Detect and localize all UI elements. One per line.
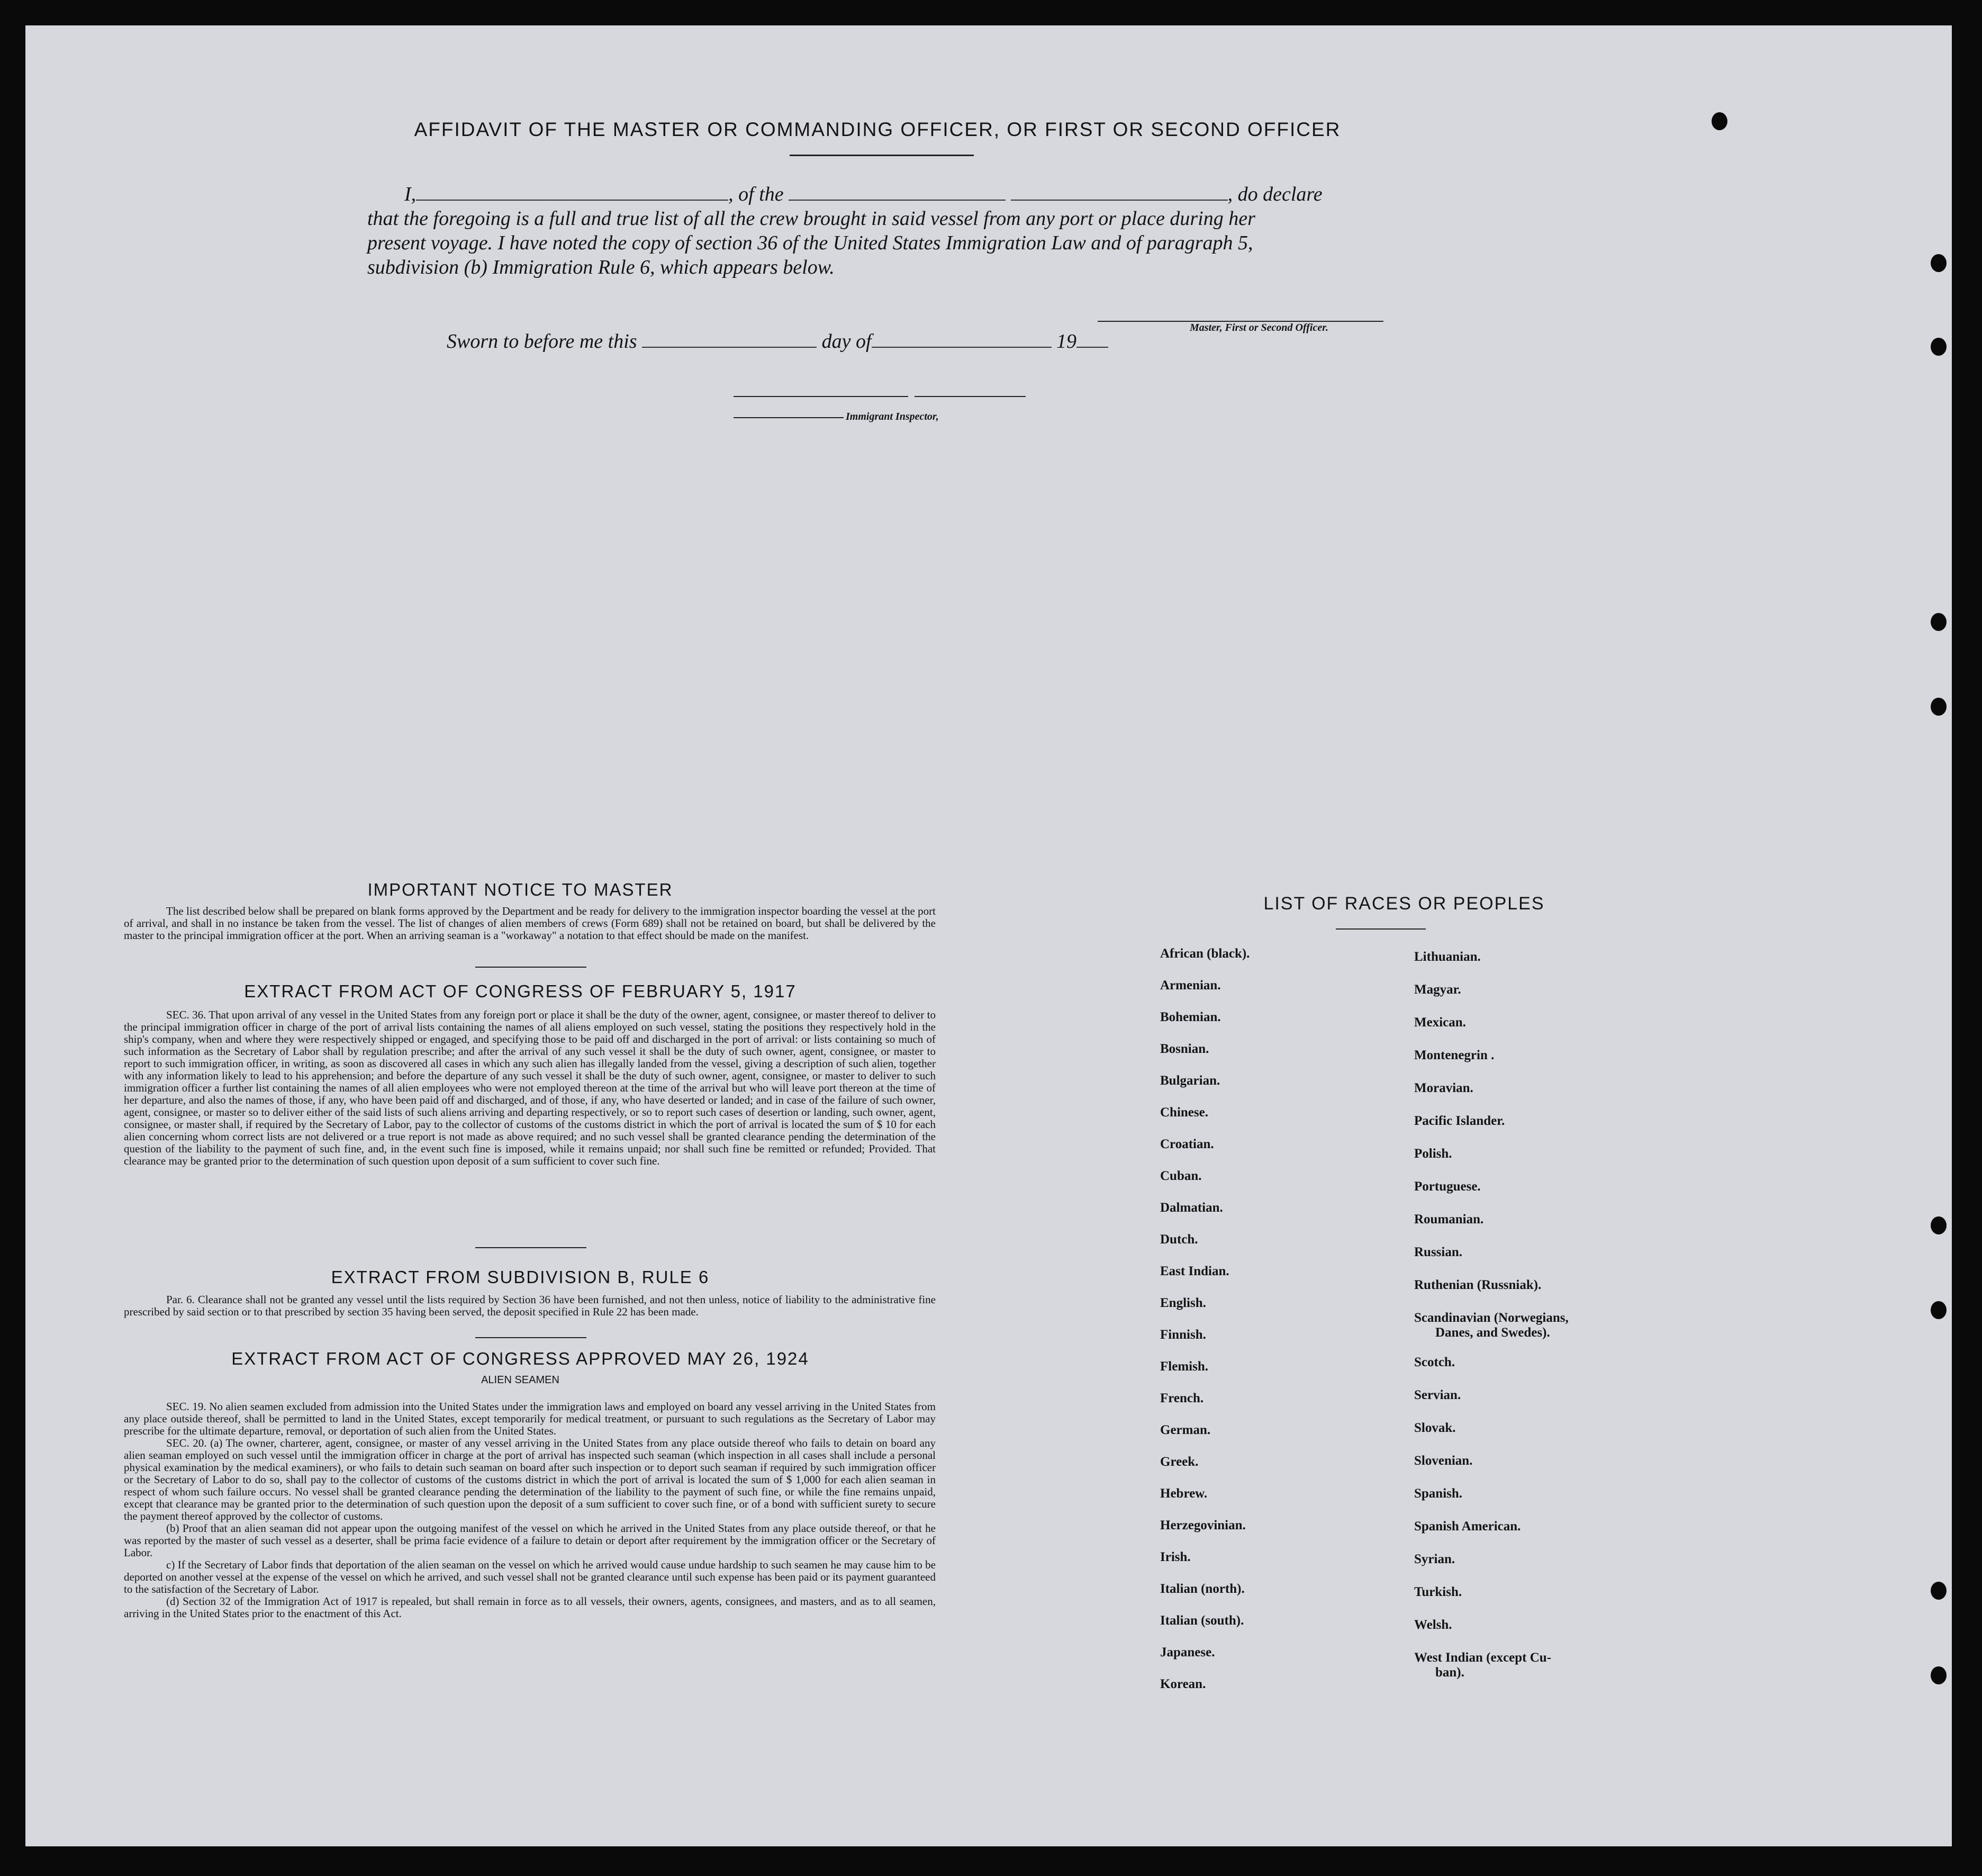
race-item: Armenian. xyxy=(1160,978,1221,993)
race-item: Portuguese. xyxy=(1414,1179,1481,1194)
race-item: African (black). xyxy=(1160,946,1250,961)
race-item: ban). xyxy=(1435,1665,1464,1680)
race-item: Moravian. xyxy=(1414,1081,1473,1095)
race-item: Herzegovinian. xyxy=(1160,1518,1246,1532)
subdivision-divider xyxy=(475,1337,586,1338)
subdivision-text xyxy=(124,1294,936,1318)
race-item: Chinese. xyxy=(1160,1105,1208,1120)
race-item: Danes, and Swedes). xyxy=(1435,1325,1550,1340)
notice-text xyxy=(124,905,936,942)
race-item: Roumanian. xyxy=(1414,1212,1484,1226)
subdivision-paragraph: Par. 6. Clearance shall not be granted any vessel until the lists required by Section 36 have been furnished, and not then unless, notice of liability to the administrative fine prescribed by said section or to that prescribed by section 35 having been served, the deposit specified in Rule 22 has been made. xyxy=(124,1293,936,1318)
race-item: Ruthenian (Russniak). xyxy=(1414,1278,1542,1292)
notice-divider xyxy=(475,967,586,968)
day-of-text: day of xyxy=(821,330,872,353)
subdivision-title: EXTRACT FROM SUBDIVISION B, RULE 6 xyxy=(331,1267,710,1287)
declaration-line-1 xyxy=(367,182,1426,206)
race-item: Bulgarian. xyxy=(1160,1074,1220,1088)
race-item: Finnish. xyxy=(1160,1328,1206,1342)
declaration-line-3: present voyage. I have noted the copy of section 36 of the United States Immigration Law and of paragraph 5, xyxy=(367,232,1253,254)
extract-1917-divider xyxy=(475,1247,586,1248)
race-item: Syrian. xyxy=(1414,1552,1455,1566)
declaration-line-2: that the foregoing is a full and true list of all the crew brought in said vessel from any port or place during her xyxy=(367,208,1255,230)
sec-20d-paragraph: (d) Section 32 of the Immigration Act of 1917 is repealed, but shall remain in force as to all vessels, their owners, agents, consignees, and masters, and as to all seamen, arriving in the United States prior to the enactment of this Act. xyxy=(124,1595,936,1620)
punch-hole xyxy=(1931,1216,1947,1234)
race-item: English. xyxy=(1160,1296,1206,1310)
race-item: Flemish. xyxy=(1160,1359,1208,1374)
inspector-line-2 xyxy=(915,396,1026,397)
sec-20a-paragraph: SEC. 20. (a) The owner, charterer, agent, consignee, or master of any vessel arriving in the United States from any place outside thereof who fails to detain on board any alien seaman employed on such vessel until the immigration officer in charge at the port of arrival has inspected such seaman (which inspection in all cases shall include a personal physical examination by the medical examiners), or who fails to detain such seaman on board after such inspection or to deport such seaman if required by such immigration officer or the Secretary of Labor to do so, shall pay to the collector of customs of the customs district in which the port of arrival is located the sum of $ 1,000 for each alien seaman in respect of whom such failure occurs. No vessel shall be granted clearance pending the determination of the liability to the payment of such fine, or while the fine remains unpaid, except that clearance may be granted prior to the determination of such question upon the deposit of a sum sufficient to cover such fine, or of a bond with sufficient surety to secure the payment thereof approved by the collector of customs. xyxy=(124,1437,936,1522)
extract-1917-text xyxy=(124,1009,936,1167)
sec-19-paragraph: SEC. 19. No alien seamen excluded from admission into the United States under the immigration laws and employed on board any vessel arriving in the United States from any place outside thereof, shall be permitted to land in the United States, except temporarily for medical treatment, or pursuant to such regulations as the Secretary of Labor may prescribe for the ultimate departure, removal, or deportation of such alien from the United States. xyxy=(124,1400,936,1437)
races-title: LIST OF RACES OR PEOPLES xyxy=(1263,894,1545,914)
race-item: Slovak. xyxy=(1414,1421,1456,1435)
sworn-line xyxy=(447,329,1108,354)
race-item: Russian. xyxy=(1414,1245,1463,1259)
race-item: German. xyxy=(1160,1423,1211,1437)
master-signature-label: Master, First or Second Officer. xyxy=(1190,322,1328,333)
vessel-line-1 xyxy=(789,199,1006,201)
race-item: Bohemian. xyxy=(1160,1010,1221,1024)
declaration-start: I, xyxy=(404,183,417,205)
race-item: Polish. xyxy=(1414,1147,1452,1161)
punch-hole xyxy=(1931,1301,1947,1319)
race-item: Hebrew. xyxy=(1160,1486,1208,1501)
race-item: Dalmatian. xyxy=(1160,1201,1223,1215)
race-item: Irish. xyxy=(1160,1550,1191,1564)
race-item: Italian (south). xyxy=(1160,1613,1244,1628)
race-item: Servian. xyxy=(1414,1388,1461,1402)
punch-hole xyxy=(1931,613,1947,631)
race-item: Bosnian. xyxy=(1160,1042,1209,1056)
race-item: Spanish American. xyxy=(1414,1519,1521,1534)
race-item: Croatian. xyxy=(1160,1137,1214,1151)
races-title-underline xyxy=(1336,928,1426,930)
race-item: Magyar. xyxy=(1414,982,1461,997)
race-item: French. xyxy=(1160,1391,1204,1405)
year-text: 19 xyxy=(1056,330,1077,353)
race-item: Pacific Islander. xyxy=(1414,1114,1505,1128)
race-item: Mexican. xyxy=(1414,1015,1466,1030)
month-line xyxy=(872,346,1052,348)
race-item: East Indian. xyxy=(1160,1264,1229,1278)
race-item: Welsh. xyxy=(1414,1618,1452,1632)
inspector-line-1 xyxy=(734,396,908,397)
punch-hole xyxy=(1712,112,1727,130)
title-underline xyxy=(790,155,974,156)
sworn-text: Sworn to before me this xyxy=(447,330,637,353)
inspector-line-3 xyxy=(734,417,844,418)
race-item: Dutch. xyxy=(1160,1232,1198,1247)
sec-20b-paragraph: (b) Proof that an alien seaman did not appear upon the outgoing manifest of the vessel on which he arrived in the United States from any place outside thereof, or that he was reported by the master of such vessel as a deserter, shall be prima facie evidence of a failure to detain or deport after requirement by the immigration officer or the Secretary of Labor. xyxy=(124,1522,936,1559)
affidavit-title: AFFIDAVIT OF THE MASTER OR COMMANDING OFFICER, OR FIRST OR SECOND OFFICER xyxy=(414,119,1341,140)
punch-hole xyxy=(1931,1582,1947,1600)
extract-1917-paragraph: SEC. 36. That upon arrival of any vessel in the United States from any foreign port or place it shall be the duty of the owner, agent, consignee, or master thereof to deliver to the principal immigration officer in charge of the port of arrival lists containing the names of all aliens employed on such vessel, stating the positions they respectively hold in the ship's company, when and where they were respectively shipped or engaged, and specifying those to be paid off and discharged in the port of arrival: or lists containing so much of such information as the Secretary of Labor shall by regulation prescribe; and after the arrival of any such vessel it shall be the duty of such owner, agent, consignee, or master to report to such immigration officer, in writing, as soon as discovered all cases in which any such alien has illegally landed from the vessel, giving a description of such alien, together with any information likely to lead to his apprehension; and before the departure of any such vessel it shall be the duty of such owner, agent, consignee, or master to deliver to such immigration officer a further list containing the names of all alien employees who were not employed thereon at the time of the arrival but who will leave port thereon at the time of her departure, and also the names of those, if any, who have been paid off and discharged, and of those, if any, who have deserted or landed; and in case of the failure of such owner, agent, consignee, or master so to deliver either of the said lists of such aliens arriving and departing respectively, or so to report such cases of desertion or landing, such owner, agent, consignee, or master shall, if required by the Secretary of Labor, pay to the collector of customs of the customs district in which the port of arrival is located the sum of $ 10 for each alien concerning whom correct lists are not delivered or a true report is not made as above required; and no such vessel shall be granted clearance pending the determination of the question of the liability to the payment of such fine, and, in the event such fine is imposed, while it remains unpaid; nor shall such fine be remitted or refunded; Provided. That clearance may be granted prior to the determination of such question upon deposit of a sum sufficient to cover such fine. xyxy=(124,1008,936,1167)
race-item: Scotch. xyxy=(1414,1355,1455,1369)
race-item: Spanish. xyxy=(1414,1486,1463,1501)
sec-20c-paragraph: c) If the Secretary of Labor finds that deportation of the alien seaman on the vessel on which he arrived would cause undue hardship to such seamen he may cause him to be deported on another vessel at the expense of the vessel on which he arrived, and such vessel shall not be granted clearance until such expense has been paid or its payment guaranteed to the satisfaction of the Secretary of Labor. xyxy=(124,1558,936,1595)
declaration-line-4: subdivision (b) Immigration Rule 6, which appears below. xyxy=(367,256,835,278)
race-item: Japanese. xyxy=(1160,1645,1215,1659)
name-line xyxy=(416,199,728,201)
race-item: Cuban. xyxy=(1160,1169,1202,1183)
punch-hole xyxy=(1931,254,1947,272)
race-item: Montenegrin . xyxy=(1414,1048,1495,1062)
punch-hole xyxy=(1931,1666,1947,1684)
race-item: Scandinavian (Norwegians, xyxy=(1414,1311,1569,1325)
notice-title: IMPORTANT NOTICE TO MASTER xyxy=(367,880,673,899)
notice-paragraph: The list described below shall be prepared on blank forms approved by the Department and be ready for delivery to the immigration inspector boarding the vessel at the port of arrival, and shall in no instance be taken from the vessel. The list of changes of alien members of crews (Form 689) shall not be retained on board, but shall be delivered by the master to the principal immigration officer at the port. When an arriving seaman is a "workaway" a notation to that effect should be made on the manifest. xyxy=(124,905,936,942)
year-line xyxy=(1076,346,1108,348)
of-the-text: , of the xyxy=(728,183,784,205)
race-item: Lithuanian. xyxy=(1414,950,1481,964)
extract-1917-title: EXTRACT FROM ACT OF CONGRESS OF FEBRUARY 5, 1917 xyxy=(244,981,797,1001)
punch-hole xyxy=(1931,698,1947,716)
extract-1924-text xyxy=(124,1401,936,1620)
race-item: Turkish. xyxy=(1414,1585,1462,1599)
alien-seamen-subtitle: ALIEN SEAMEN xyxy=(481,1374,559,1386)
race-item: Italian (north). xyxy=(1160,1582,1245,1596)
inspector-label: Immigrant Inspector, xyxy=(846,411,939,422)
form-sheet xyxy=(25,25,1952,1846)
race-item: Greek. xyxy=(1160,1455,1199,1469)
vessel-line-2 xyxy=(1011,199,1228,201)
race-item: West Indian (except Cu- xyxy=(1414,1650,1552,1665)
do-declare-text: , do declare xyxy=(1227,183,1323,205)
race-item: Korean. xyxy=(1160,1677,1206,1691)
punch-hole xyxy=(1931,338,1947,356)
day-line xyxy=(642,346,817,348)
race-item: Slovenian. xyxy=(1414,1454,1473,1468)
extract-1924-title: EXTRACT FROM ACT OF CONGRESS APPROVED MAY 26, 1924 xyxy=(231,1349,809,1368)
